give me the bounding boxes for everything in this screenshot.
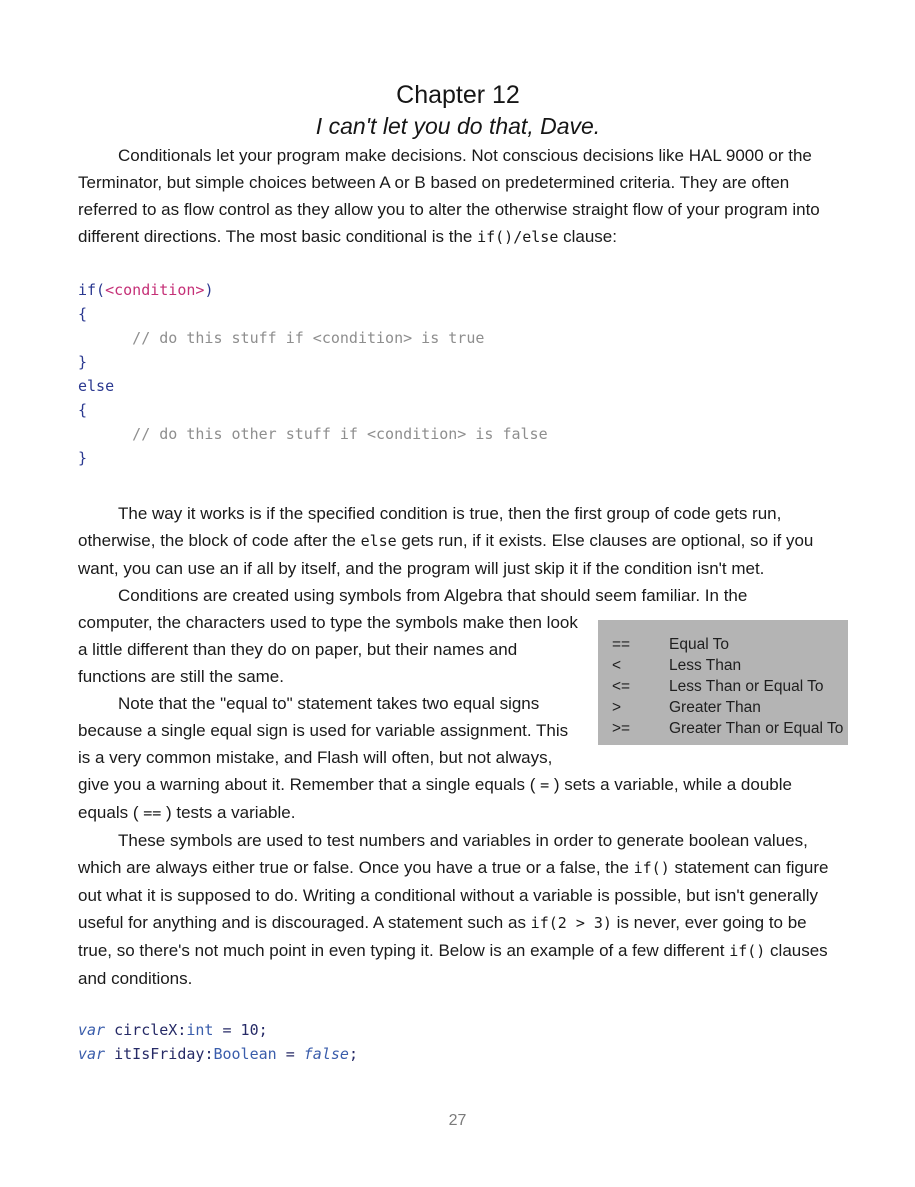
code-line: }	[78, 353, 88, 371]
code-line: }	[78, 449, 88, 467]
code-line: if(<condition>)	[78, 281, 214, 299]
chapter-header	[78, 80, 838, 142]
code-line: var circleX:int = 10;	[78, 1021, 268, 1039]
code-block-variables	[78, 1018, 838, 1066]
page-number: 27	[448, 1112, 467, 1129]
operator-symbol: >	[612, 699, 622, 716]
operator-label: Greater Than or Equal To	[669, 720, 844, 737]
code-line: var itIsFriday:Boolean = false;	[78, 1045, 358, 1063]
operator-label: Less Than or Equal To	[669, 678, 824, 695]
code-line: // do this stuff if <condition> is true	[78, 329, 485, 347]
operator-row	[612, 676, 848, 697]
operator-label: Equal To	[669, 636, 730, 653]
paragraph-intro: Conditionals let your program make decisions. Not conscious decisions like HAL 9000 or the Terminator, but simple choices between A or B based on predetermined criteria. They are often referred to as flow control as they allow you to alter the otherwise straight flow of your program into different directions. The most basic conditional is the if()/else clause:	[78, 146, 820, 246]
code-line: else	[78, 377, 115, 395]
code-line: {	[78, 305, 88, 323]
operator-row	[612, 634, 848, 655]
paragraph-symbols-boolean: These symbols are used to test numbers and variables in order to generate boolean values, which are always either true or false. Once you have a true or a false, the if() statement can figure out what it is supposed to do. Writing a conditional without a variable is possible, but isn't generally useful for anything and is discouraged. A statement such as if(2 > 3) is never, ever going to be true, so there's not much point in even typing it. Below is an example of a few different if() clauses and conditions.	[78, 831, 829, 988]
operator-symbol: ==	[612, 636, 631, 653]
operator-label: Greater Than	[669, 699, 761, 716]
operator-row	[612, 655, 848, 676]
wrap-section	[78, 609, 844, 827]
operator-table	[598, 620, 848, 745]
paragraph-how-it-works: The way it works is if the specified condition is true, then the first group of code gets run, otherwise, the block of code after the else gets run, if it exists. Else clauses are optional, so if you want, you can use an if all by itself, and the program will just skip it if the condition isn't met.	[78, 504, 814, 578]
operator-symbol: <	[612, 657, 622, 674]
operator-row	[612, 718, 848, 739]
code-line: {	[78, 401, 88, 419]
chapter-subtitle: I can't let you do that, Dave.	[315, 113, 601, 139]
operator-symbol: <=	[612, 678, 631, 695]
operator-label: Less Than	[669, 657, 742, 674]
paragraph-conditions-rest: computer, the characters used to type the symbols make then look a little different than they do on paper, but their names and functions are still the same.	[78, 613, 578, 686]
code-line: // do this other stuff if <condition> is false	[78, 425, 548, 443]
chapter-title: Chapter 12	[396, 81, 520, 109]
paragraph-note-equal-to: Note that the "equal to" statement takes two equal signs because a single equal sign is used for variable assignment. This is a very common mistake, and Flash will often, but not always, give you a warning about it. Remember that a single equals ( = ) sets a variable, while a double equals ( == ) tests a variable.	[78, 694, 792, 822]
operator-row	[612, 697, 848, 718]
code-block-if-else	[78, 278, 838, 470]
operator-symbol: >=	[612, 720, 631, 737]
paragraph-conditions-first-line: Conditions are created using symbols from Algebra that should seem familiar. In the	[118, 586, 748, 605]
